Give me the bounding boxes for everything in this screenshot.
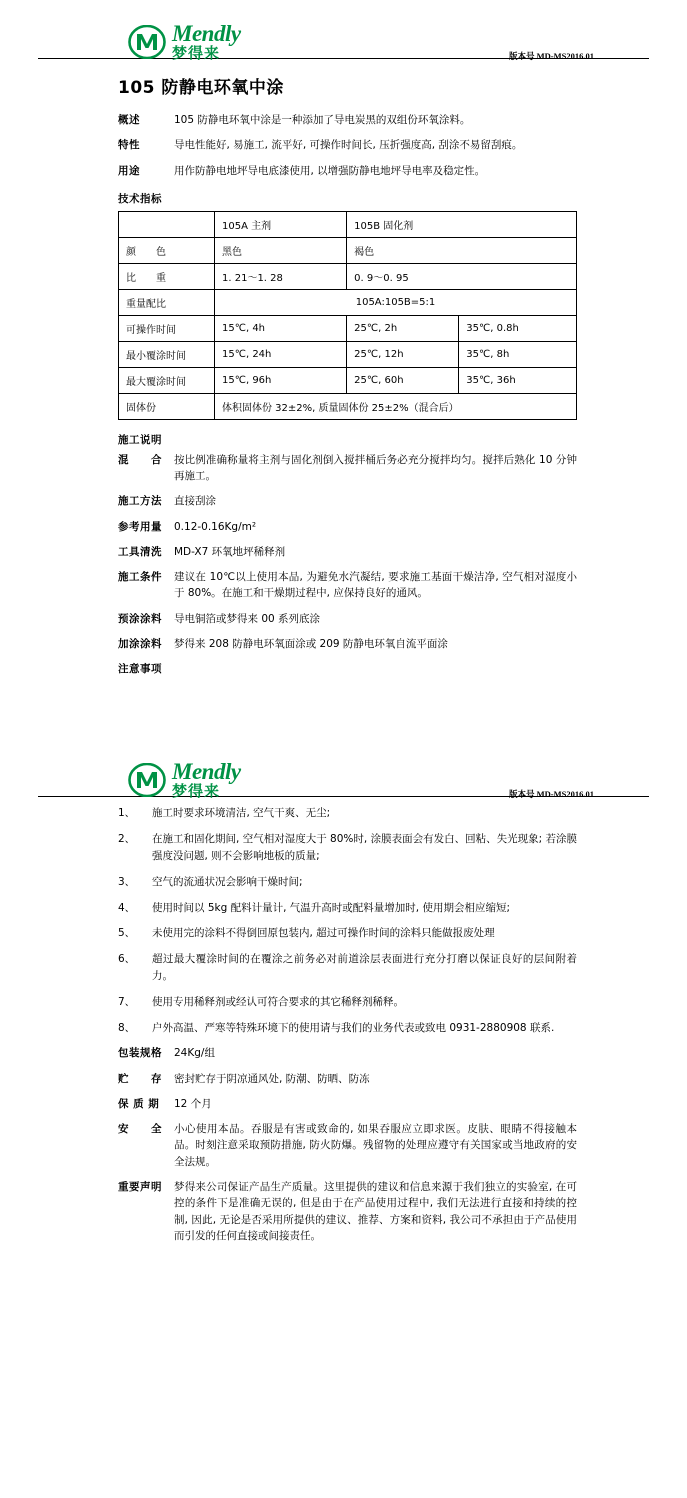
- construction-text-conditions: 建议在 10℃以上使用本品, 为避免水汽凝结, 要求施工基面干燥洁净, 空气相对湿度小于 80%。在施工和干燥期过程中, 应保持良好的通风。: [174, 571, 577, 600]
- list-item: [118, 900, 577, 917]
- bottom-padding: [0, 1253, 687, 1283]
- spec-table: [118, 211, 577, 420]
- table-row: [119, 393, 577, 419]
- list-item: [118, 874, 577, 891]
- overview-row: [118, 112, 577, 128]
- note-number: 5、: [118, 927, 136, 940]
- construction-row-topcoat: [118, 636, 577, 652]
- page-1-content: [0, 73, 687, 677]
- construction-row-cleaning: [118, 544, 577, 560]
- logo-text-cn-2: 梦得来: [172, 782, 221, 801]
- company-logo: [128, 22, 241, 61]
- construction-label-cautions: 注意事项: [118, 663, 162, 676]
- table-row-header: [119, 211, 577, 237]
- spec-color-a: 黑色: [215, 237, 347, 263]
- disclaimer-label: 重要声明: [118, 1181, 162, 1194]
- list-item: [118, 994, 577, 1011]
- spec-min-recoat-35: 35℃, 8h: [459, 341, 577, 367]
- version-label-2: 版本号 MD-MS2016.01: [509, 789, 594, 800]
- logo-text-en: Mendly: [172, 21, 241, 46]
- note-text: 施工时要求环境清洁, 空气干爽、无尘;: [152, 807, 331, 820]
- disclaimer-text: 梦得来公司保证产品生产质量。这里提供的建议和信息来源于我们独立的实验室, 在可控的条件下是准确无误的, 但是由于在产品使用过程中, 我们无法进行直接和持续的控制, 因此, 无论是否采用所提供的建议、推荐、方案和资料, 我公司不承担由于产品使用而引发的任何直接或间接责任。: [174, 1181, 577, 1242]
- shelf-life-row: [118, 1096, 577, 1112]
- packaging-row: [118, 1045, 577, 1061]
- note-text: 空气的流通状况会影响干燥时间;: [152, 875, 303, 888]
- note-text: 户外高温、严寒等特殊环境下的使用请与我们的业务代表或致电 0931-2880908 联系.: [152, 1021, 555, 1034]
- note-number: 7、: [118, 995, 136, 1008]
- construction-text-method: 直接刮涂: [174, 495, 216, 508]
- logo-mark-icon: [128, 25, 166, 59]
- page-header-2: [0, 738, 687, 801]
- construction-label-mix: 混 合: [118, 453, 162, 466]
- spec-label-solids: 固体份: [119, 393, 215, 419]
- storage-label: 贮 存: [118, 1072, 162, 1085]
- construction-text-dosage: 0.12-0.16Kg/m²: [174, 520, 257, 533]
- spec-max-recoat-35: 35℃, 36h: [459, 367, 577, 393]
- shelf-life-label: 保 质 期: [118, 1097, 160, 1110]
- spec-label-color: 颜 色: [119, 237, 215, 263]
- packaging-text: 24Kg/组: [174, 1047, 215, 1060]
- list-item: [118, 1020, 577, 1037]
- use-text: 用作防静电地坪导电底漆使用, 以增强防静电地坪导电率及稳定性。: [174, 164, 486, 177]
- page-break: [0, 686, 687, 738]
- construction-label-conditions: 施工条件: [118, 571, 162, 584]
- notes-list: [118, 805, 577, 1036]
- construction-row-cautions: [118, 661, 577, 677]
- note-number: 3、: [118, 875, 136, 888]
- storage-row: [118, 1071, 577, 1087]
- spec-label-min-recoat: 最小覆涂时间: [119, 341, 215, 367]
- logo-text-en-2: Mendly: [172, 759, 241, 785]
- disclaimer-row: [118, 1179, 577, 1244]
- spec-col-b: 105B 固化剂: [347, 211, 577, 237]
- use-row: [118, 163, 577, 179]
- spec-min-recoat-25: 25℃, 12h: [347, 341, 459, 367]
- spec-pot-life-15: 15℃, 4h: [215, 315, 347, 341]
- spec-ratio-value: 105A:105B=5:1: [215, 289, 577, 315]
- use-label: 用途: [118, 164, 140, 177]
- table-row: [119, 237, 577, 263]
- construction-row-mix: [118, 452, 577, 485]
- table-row: [119, 289, 577, 315]
- spec-label-ratio: 重量配比: [119, 289, 215, 315]
- construction-text-cautions: [174, 661, 577, 677]
- spec-max-recoat-25: 25℃, 60h: [347, 367, 459, 393]
- feature-text: 导电性能好, 易施工, 流平好, 可操作时间长, 压折强度高, 刮涂不易留刮痕。: [174, 139, 523, 152]
- safety-row: [118, 1121, 577, 1170]
- construction-row-method: [118, 493, 577, 509]
- construction-label-dosage: 参考用量: [118, 520, 162, 533]
- construction-label-topcoat: 加涂涂料: [118, 637, 162, 650]
- spec-corner-cell: [119, 211, 215, 237]
- spec-pot-life-25: 25℃, 2h: [347, 315, 459, 341]
- overview-label: 概述: [118, 114, 140, 126]
- construction-label-method: 施工方法: [118, 495, 162, 508]
- construction-text-topcoat: 梦得来 208 防静电环氧面涂或 209 防静电环氧自流平面涂: [174, 637, 448, 650]
- construction-text-mix: 按比例准确称量将主剂与固化剂倒入搅拌桶后务必充分搅拌均匀。搅拌后熟化 10 分钟再施工。: [174, 453, 577, 483]
- page-title: 105 防静电环氧中涂: [118, 78, 284, 98]
- spec-density-a: 1. 21～1. 28: [215, 263, 347, 289]
- packaging-label: 包装规格: [118, 1047, 162, 1060]
- spec-label-density: 比 重: [119, 263, 215, 289]
- list-item: [118, 925, 577, 942]
- construction-text-primer: 导电铜箔或梦得来 00 系列底涂: [174, 612, 321, 625]
- note-text: 在施工和固化期间, 空气相对湿度大于 80%时, 涂膜表面会有发白、回粘、失光现象; 若涂膜强度没问题, 则不会影响地板的质量;: [152, 833, 577, 863]
- note-number: 8、: [118, 1021, 136, 1034]
- spec-density-b: 0. 9～0. 95: [347, 263, 577, 289]
- feature-label: 特性: [118, 139, 140, 152]
- feature-row: [118, 137, 577, 153]
- construction-row-dosage: [118, 519, 577, 535]
- spec-pot-life-35: 35℃, 0.8h: [459, 315, 577, 341]
- spec-min-recoat-15: 15℃, 24h: [215, 341, 347, 367]
- construction-row-primer: [118, 611, 577, 627]
- list-item: [118, 951, 577, 985]
- spec-heading: 技术指标: [118, 192, 162, 205]
- note-number: 4、: [118, 901, 136, 914]
- version-label-1: 版本号 MD-MS2016.01: [509, 51, 594, 61]
- spec-solids-value: 体积固体份 32±2%, 质量固体份 25±2%（混合后）: [215, 393, 577, 419]
- note-text: 未使用完的涂料不得倒回原包装内, 超过可操作时间的涂料只能做报废处理: [152, 927, 495, 940]
- safety-text: 小心使用本品。吞服是有害或致命的, 如果吞服应立即求医。皮肤、眼睛不得接触本品。时刻注意采取预防措施, 防火防爆。残留物的处理应遵守有关国家或当地政府的安全法规。: [174, 1123, 577, 1168]
- spec-max-recoat-15: 15℃, 96h: [215, 367, 347, 393]
- logo-text-cn: 梦得来: [172, 44, 221, 62]
- spec-label-max-recoat: 最大覆涂时间: [119, 367, 215, 393]
- safety-label: 安 全: [118, 1123, 162, 1136]
- overview-text: 105 防静电环氧中涂是一种添加了导电炭黑的双组份环氧涂料。: [174, 114, 471, 126]
- construction-label-cleaning: 工具清洗: [118, 545, 162, 558]
- spec-col-a: 105A 主剂: [215, 211, 347, 237]
- construction-row-conditions: [118, 569, 577, 602]
- construction-heading: 施工说明: [118, 433, 162, 446]
- shelf-life-text: 12 个月: [174, 1097, 212, 1110]
- company-logo-2: [128, 760, 241, 799]
- page-2-content: [0, 805, 687, 1244]
- table-row: [119, 367, 577, 393]
- note-text: 使用专用稀释剂或经认可符合要求的其它稀释剂稀释。: [152, 995, 404, 1008]
- logo-mark-icon-2: [128, 763, 166, 797]
- note-text: 使用时间以 5kg 配料计量计, 气温升高时或配料量增加时, 使用期会相应缩短;: [152, 901, 510, 914]
- note-number: 2、: [118, 833, 136, 846]
- page-header-1: [0, 0, 687, 62]
- table-row: [119, 315, 577, 341]
- spec-label-pot-life: 可操作时间: [119, 315, 215, 341]
- note-number: 6、: [118, 953, 136, 966]
- table-row: [119, 263, 577, 289]
- note-text: 超过最大覆涂时间的在覆涂之前务必对前道涂层表面进行充分打磨以保证良好的层间附着力。: [152, 953, 577, 983]
- list-item: [118, 805, 577, 822]
- construction-text-cleaning: MD-X7 环氧地坪稀释剂: [174, 545, 286, 558]
- spec-color-b: 褐色: [347, 237, 577, 263]
- list-item: [118, 831, 577, 865]
- table-row: [119, 341, 577, 367]
- note-number: 1、: [118, 807, 136, 820]
- construction-label-primer: 预涂涂料: [118, 612, 162, 625]
- storage-text: 密封贮存于阴凉通风处, 防潮、防晒、防冻: [174, 1072, 370, 1085]
